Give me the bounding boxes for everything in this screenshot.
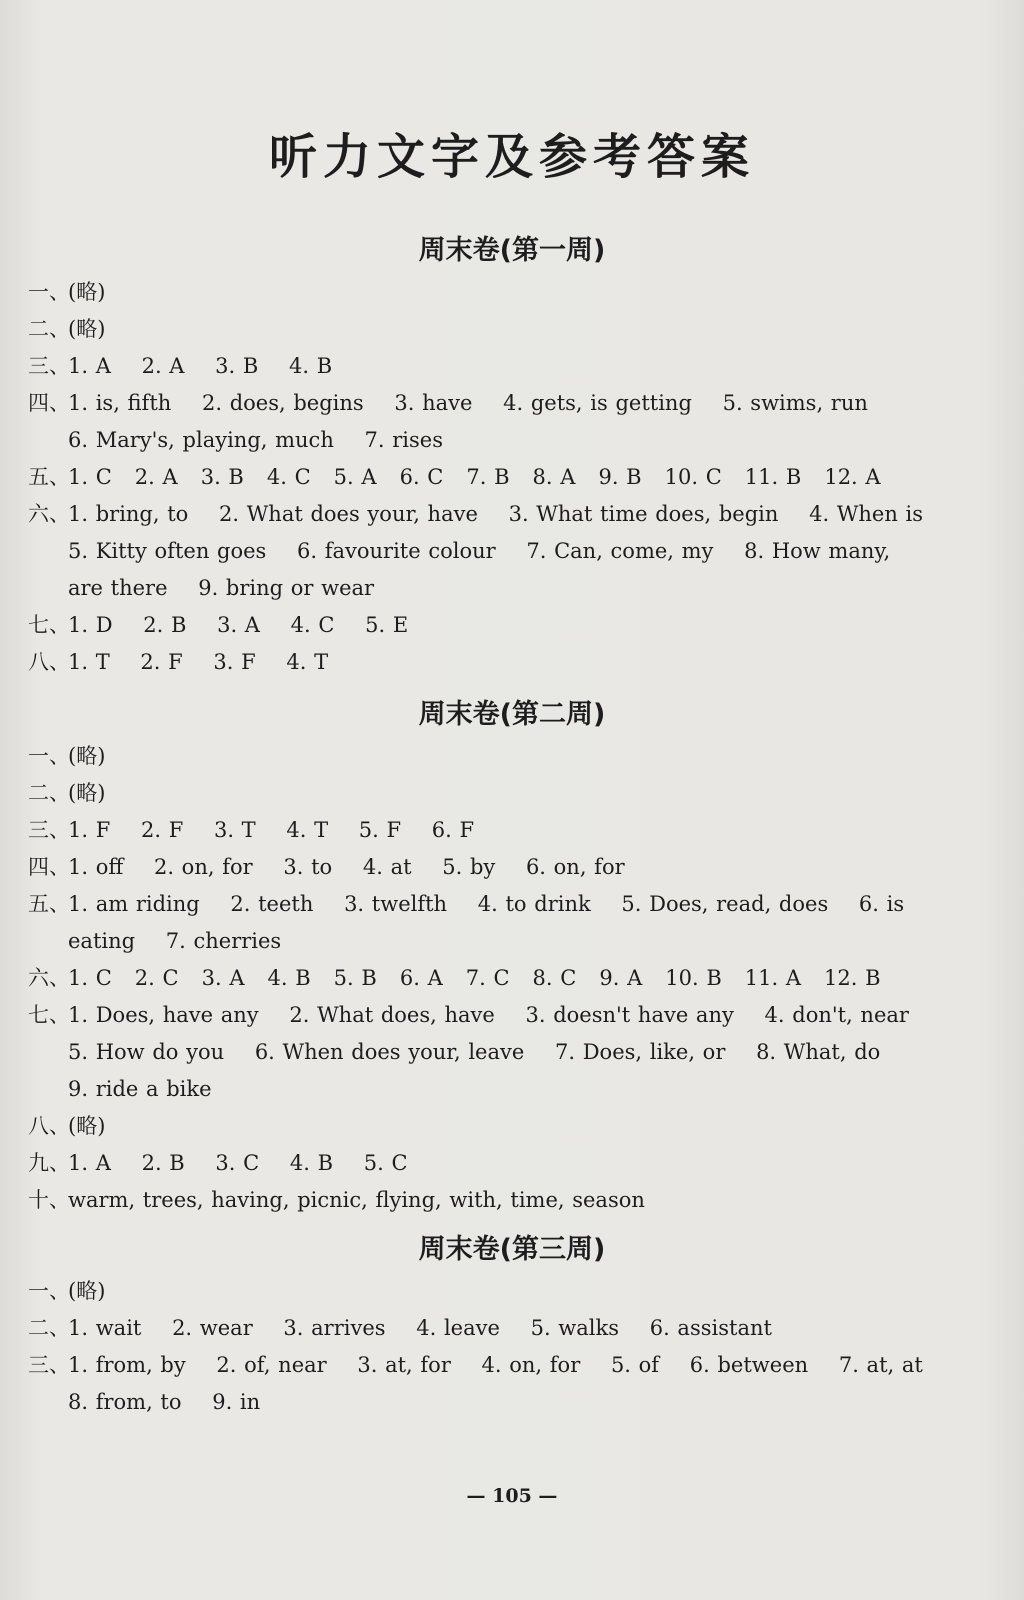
answer-line: 1. bring, to 2. What does your, have 3. What time does, begin 4. When is	[68, 502, 924, 526]
answer-content	[68, 385, 988, 459]
answer-item	[28, 1310, 988, 1347]
page-title: 听力文字及参考答案	[268, 129, 755, 185]
answer-item	[28, 997, 988, 1108]
answer-line: 5. Kitty often goes 6. favourite colour 7. Can, come, my 8. How many,	[68, 539, 891, 563]
answer-line: 1. am riding 2. teeth 3. twelfth 4. to drink 5. Does, read, does 6. is	[68, 892, 905, 916]
answer-content	[68, 1108, 988, 1145]
answer-content	[68, 311, 988, 348]
answer-item	[28, 886, 988, 960]
answer-content	[68, 607, 988, 644]
answer-line: 6. Mary's, playing, much 7. rises	[68, 428, 443, 452]
answer-line: (略)	[68, 317, 106, 341]
answer-content	[68, 1145, 988, 1182]
answer-item	[28, 274, 988, 311]
question-number: 四、	[28, 391, 70, 415]
answer-item	[28, 1347, 988, 1421]
answer-item	[28, 644, 988, 681]
answer-line: 9. ride a bike	[68, 1077, 212, 1101]
question-number: 二、	[28, 781, 70, 805]
section-title: 周末卷(第二周)	[418, 699, 606, 730]
question-number: 一、	[28, 1279, 70, 1303]
answer-line: 1. C 2. C 3. A 4. B 5. B 6. A 7. C 8. C 9. A 10. B 11. A 12. B	[68, 966, 881, 990]
answer-item	[28, 812, 988, 849]
answer-line: 1. is, fifth 2. does, begins 3. have 4. gets, is getting 5. swims, run	[68, 391, 868, 415]
answer-content	[68, 886, 988, 960]
question-number: 九、	[28, 1151, 70, 1175]
question-number: 八、	[28, 1114, 70, 1138]
question-number: 五、	[28, 892, 70, 916]
answer-content	[68, 812, 988, 849]
answer-line: 1. A 2. A 3. B 4. B	[68, 354, 333, 378]
answer-line: 1. off 2. on, for 3. to 4. at 5. by 6. on, for	[68, 855, 625, 879]
answer-line: eating 7. cherries	[68, 929, 282, 953]
answer-content	[68, 775, 988, 812]
answer-content	[68, 274, 988, 311]
answer-line: 1. C 2. A 3. B 4. C 5. A 6. C 7. B 8. A 9. B 10. C 11. B 12. A	[68, 465, 881, 489]
answer-content	[68, 1310, 988, 1347]
answer-item	[28, 311, 988, 348]
question-number: 八、	[28, 650, 70, 674]
answer-item	[28, 1273, 988, 1310]
answer-item	[28, 849, 988, 886]
page-number: — 105 —	[466, 1485, 558, 1507]
question-number: 七、	[28, 613, 70, 637]
answer-content	[68, 960, 988, 997]
section-title: 周末卷(第三周)	[418, 1234, 606, 1265]
answer-line: (略)	[68, 1114, 106, 1138]
answer-line: 1. F 2. F 3. T 4. T 5. F 6. F	[68, 818, 475, 842]
answer-item	[28, 496, 988, 607]
answer-content	[68, 459, 988, 496]
answer-line: are there 9. bring or wear	[68, 576, 375, 600]
answer-item	[28, 385, 988, 459]
answer-item	[28, 348, 988, 385]
answer-item	[28, 1182, 988, 1219]
answer-line: (略)	[68, 280, 106, 304]
section-week-1	[28, 228, 988, 681]
answer-line: 1. from, by 2. of, near 3. at, for 4. on, for 5. of 6. between 7. at, at	[68, 1353, 923, 1377]
answer-line: (略)	[68, 744, 106, 768]
answer-item	[28, 775, 988, 812]
answer-line: 1. D 2. B 3. A 4. C 5. E	[68, 613, 409, 637]
answer-content	[68, 496, 988, 607]
answer-line: 1. Does, have any 2. What does, have 3. doesn't have any 4. don't, near	[68, 1003, 909, 1027]
question-number: 六、	[28, 502, 70, 526]
answer-content	[68, 348, 988, 385]
question-number: 三、	[28, 818, 70, 842]
answer-content	[68, 1273, 988, 1310]
question-number: 三、	[28, 354, 70, 378]
answer-content	[68, 1347, 988, 1421]
answer-line: 1. T 2. F 3. F 4. T	[68, 650, 329, 674]
section-week-2	[28, 692, 988, 1219]
answer-line: (略)	[68, 1279, 106, 1303]
answer-line: warm, trees, having, picnic, flying, with, time, season	[68, 1188, 645, 1212]
question-number: 三、	[28, 1353, 70, 1377]
question-number: 六、	[28, 966, 70, 990]
answer-item	[28, 738, 988, 775]
answer-item	[28, 960, 988, 997]
answer-content	[68, 849, 988, 886]
answer-line: 8. from, to 9. in	[68, 1390, 261, 1414]
answer-item	[28, 459, 988, 496]
question-number: 四、	[28, 855, 70, 879]
answer-content	[68, 1182, 988, 1219]
answer-line: 1. wait 2. wear 3. arrives 4. leave 5. walks 6. assistant	[68, 1316, 772, 1340]
section-title: 周末卷(第一周)	[418, 235, 606, 266]
answer-content	[68, 738, 988, 775]
question-number: 二、	[28, 1316, 70, 1340]
question-number: 二、	[28, 317, 70, 341]
question-number: 五、	[28, 465, 70, 489]
section-week-3	[28, 1227, 988, 1421]
answer-item	[28, 1145, 988, 1182]
question-number: 一、	[28, 744, 70, 768]
answer-line: 5. How do you 6. When does your, leave 7. Does, like, or 8. What, do	[68, 1040, 881, 1064]
answer-content	[68, 997, 988, 1108]
question-number: 十、	[28, 1188, 70, 1212]
answer-item	[28, 607, 988, 644]
answer-content	[68, 644, 988, 681]
answer-line: (略)	[68, 781, 106, 805]
question-number: 七、	[28, 1003, 70, 1027]
question-number: 一、	[28, 280, 70, 304]
answer-item	[28, 1108, 988, 1145]
answer-line: 1. A 2. B 3. C 4. B 5. C	[68, 1151, 408, 1175]
